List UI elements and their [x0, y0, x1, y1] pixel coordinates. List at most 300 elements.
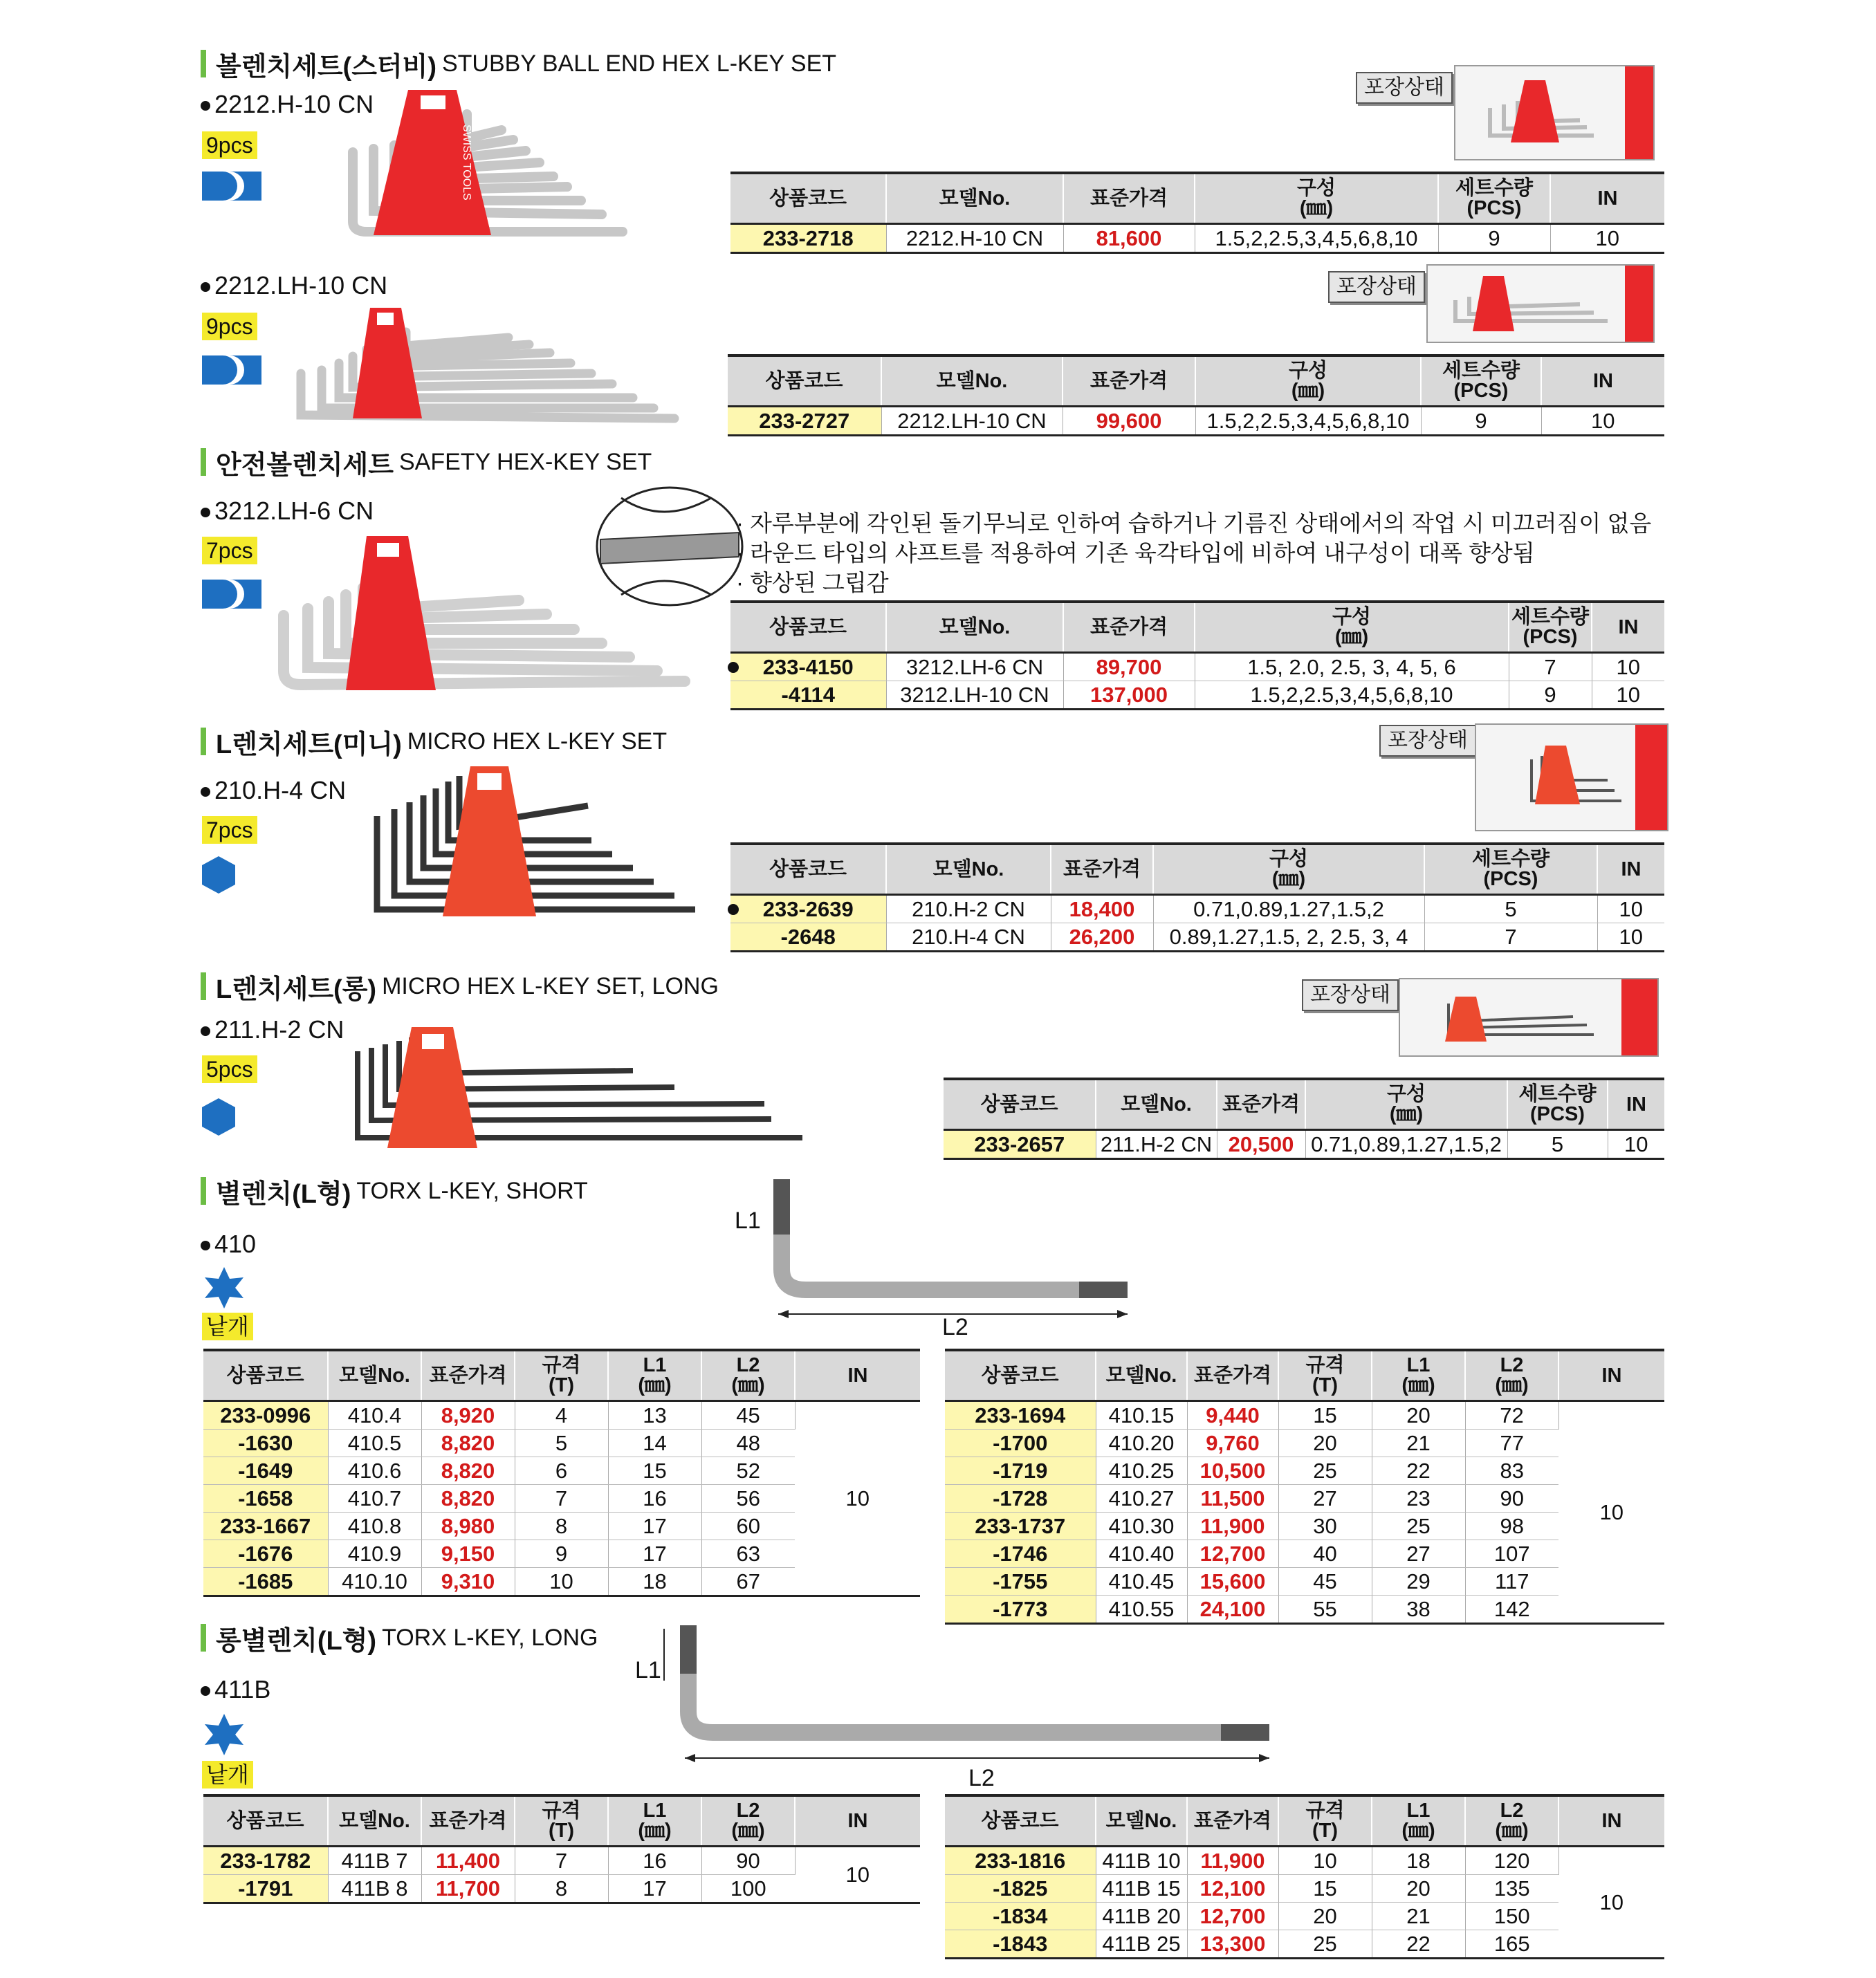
cell-code: 233-2727 [728, 407, 881, 436]
pcs-badge: 낱개 [202, 1313, 253, 1340]
cell-spec: 10 [515, 1568, 608, 1596]
header-code: 상품코드 [203, 1795, 328, 1847]
package-image [1399, 978, 1659, 1057]
ball-hex-icon [202, 172, 261, 201]
cell-price: 13,300 [1187, 1930, 1278, 1959]
cell-l2: 107 [1465, 1540, 1558, 1568]
section-title-torx-short [201, 1174, 588, 1208]
model-label: 2212.LH-10 CN [214, 271, 388, 299]
cell-l2: 45 [701, 1401, 795, 1430]
header-in: IN [1608, 1079, 1664, 1130]
title-en: SAFETY HEX-KEY SET [398, 448, 652, 475]
model-label: 210.H-4 CN [214, 776, 347, 804]
cell-model: 410.20 [1096, 1430, 1187, 1457]
cell-l2: 165 [1465, 1930, 1558, 1959]
header-spec: 규격 (T) [1278, 1795, 1372, 1847]
header-in: IN [1541, 355, 1664, 407]
cell-spec: 27 [1278, 1485, 1372, 1513]
torx-star-icon [202, 1714, 246, 1755]
cell-l2: 98 [1465, 1513, 1558, 1540]
cell-model: 410.8 [328, 1513, 421, 1540]
model-211h [201, 1015, 344, 1044]
model-410 [201, 1230, 256, 1259]
model-210h [201, 776, 346, 805]
cell-l2: 120 [1465, 1847, 1558, 1875]
cell-code: 233-1782 [203, 1847, 328, 1875]
section-bar [201, 50, 206, 77]
cell-model: 2212.LH-10 CN [881, 407, 1063, 436]
table-row [945, 1540, 1664, 1568]
cell-code: -1685 [203, 1568, 328, 1596]
header-model: 모델No. [886, 602, 1063, 653]
table-210h [730, 842, 1664, 952]
cell-spec: 9 [515, 1540, 608, 1568]
header-comp: 구성 (㎜) [1153, 844, 1424, 895]
table-row [945, 1596, 1664, 1624]
header-in: IN [1550, 173, 1664, 224]
cell-l2: 150 [1465, 1903, 1558, 1930]
cell-model: 410.27 [1096, 1485, 1187, 1513]
model-label: 2212.H-10 CN [214, 90, 374, 118]
cell-in: 10 [1592, 681, 1664, 710]
cell-l2: 77 [1465, 1430, 1558, 1457]
cell-in: 10 [795, 1847, 920, 1903]
cell-spec: 20 [1278, 1903, 1372, 1930]
table-row [945, 1513, 1664, 1540]
header-code: 상품코드 [945, 1795, 1096, 1847]
header-model: 모델No. [881, 355, 1063, 407]
cell-price: 137,000 [1063, 681, 1195, 710]
torx-long-diagram [661, 1625, 1283, 1784]
header-l1: L1 (㎜) [608, 1350, 701, 1401]
cell-code: -1834 [945, 1903, 1096, 1930]
header-l2: L2 (㎜) [701, 1350, 795, 1401]
cell-qty: 5 [1507, 1130, 1608, 1159]
cell-price: 11,400 [421, 1847, 515, 1875]
header-model: 모델No. [1096, 1795, 1187, 1847]
header-code: 상품코드 [945, 1350, 1096, 1401]
header-model: 모델No. [328, 1350, 421, 1401]
cell-price: 10,500 [1187, 1457, 1278, 1485]
table-411b-left [203, 1794, 920, 1904]
table-row [945, 1903, 1664, 1930]
header-comp: 구성 (㎜) [1195, 355, 1421, 407]
cell-code: -1700 [945, 1430, 1096, 1457]
cell-code: 233-1816 [945, 1847, 1096, 1875]
cell-model: 411B 8 [328, 1875, 421, 1903]
ball-hex-icon [202, 355, 261, 385]
table-row [730, 923, 1664, 952]
header-l2: L2 (㎜) [1465, 1795, 1558, 1847]
model-label: 211.H-2 CN [214, 1015, 344, 1044]
cell-spec: 5 [515, 1430, 608, 1457]
header-model: 모델No. [328, 1795, 421, 1847]
cell-code: -1791 [203, 1875, 328, 1903]
table-row [730, 681, 1664, 710]
cell-model: 410.15 [1096, 1401, 1187, 1430]
cell-comp: 0.71,0.89,1.27,1.5,2 [1305, 1130, 1507, 1159]
cell-spec: 20 [1278, 1430, 1372, 1457]
header-price: 표준가격 [1051, 844, 1153, 895]
header-spec: 규격 (T) [515, 1795, 608, 1847]
cell-spec: 4 [515, 1401, 608, 1430]
cell-model: 411B 20 [1096, 1903, 1187, 1930]
header-l1: L1 (㎜) [1372, 1795, 1465, 1847]
cell-price: 9,310 [421, 1568, 515, 1596]
cell-l2: 56 [701, 1485, 795, 1513]
table-411b-right [945, 1794, 1664, 1959]
cell-code: -1719 [945, 1457, 1096, 1485]
cell-model: 410.55 [1096, 1596, 1187, 1624]
header-price: 표준가격 [1063, 355, 1195, 407]
cell-model: 211.H-2 CN [1096, 1130, 1217, 1159]
cell-spec: 8 [515, 1875, 608, 1903]
title-en: TORX L-KEY, LONG [382, 1624, 598, 1651]
cell-price: 81,600 [1063, 224, 1195, 253]
stock-dot [728, 662, 739, 673]
header-in: IN [795, 1350, 920, 1401]
header-model: 모델No. [1096, 1350, 1187, 1401]
feature-list [736, 508, 1651, 598]
model-label: 411B [214, 1675, 271, 1703]
cell-l1: 16 [608, 1485, 701, 1513]
title-ko: 안전볼렌치세트 [216, 450, 394, 480]
ball-hex-icon [202, 580, 261, 609]
table-row [945, 1485, 1664, 1513]
header-qty: 세트수량 (PCS) [1424, 844, 1597, 895]
cell-price: 12,100 [1187, 1875, 1278, 1903]
dim-l1: L1 [635, 1657, 661, 1683]
cell-code: -1728 [945, 1485, 1096, 1513]
product-photo-micro [367, 761, 699, 927]
cell-l1: 29 [1372, 1568, 1465, 1596]
feature-item: · 향상된 그립감 [736, 570, 889, 595]
hex-icon [202, 1098, 235, 1136]
header-l1: L1 (㎜) [608, 1795, 701, 1847]
cell-spec: 7 [515, 1847, 608, 1875]
cell-code: 233-1737 [945, 1513, 1096, 1540]
brand-text: SWISS TOOLS [461, 124, 472, 201]
header-l2: L2 (㎜) [1465, 1350, 1558, 1401]
cell-spec: 8 [515, 1513, 608, 1540]
cell-model: 411B 7 [328, 1847, 421, 1875]
cell-qty: 9 [1509, 681, 1592, 710]
header-model: 모델No. [886, 173, 1063, 224]
cell-in: 10 [1550, 224, 1664, 253]
cell-spec: 10 [1278, 1847, 1372, 1875]
table-row [945, 1401, 1664, 1430]
package-label: 포장상태 [1302, 979, 1399, 1011]
cell-code: -1658 [203, 1485, 328, 1513]
cell-model: 410.45 [1096, 1568, 1187, 1596]
grip-detail-image [594, 484, 746, 609]
cell-l1: 22 [1372, 1457, 1465, 1485]
cell-l2: 63 [701, 1540, 795, 1568]
package-label: 포장상태 [1379, 725, 1476, 757]
cell-code: -1676 [203, 1540, 328, 1568]
cell-code: -1649 [203, 1457, 328, 1485]
header-code: 상품코드 [730, 602, 886, 653]
model-3212lh [201, 497, 374, 526]
cell-price: 20,500 [1217, 1130, 1305, 1159]
cell-model: 410.7 [328, 1485, 421, 1513]
cell-code: -1746 [945, 1540, 1096, 1568]
cell-l1: 38 [1372, 1596, 1465, 1624]
title-en: STUBBY BALL END HEX L-KEY SET [441, 50, 837, 77]
pcs-badge: 낱개 [202, 1761, 253, 1788]
cell-model: 410.5 [328, 1430, 421, 1457]
header-comp: 구성 (㎜) [1195, 602, 1509, 653]
table-row [203, 1847, 920, 1875]
cell-comp: 1.5,2,2.5,3,4,5,6,8,10 [1195, 681, 1509, 710]
title-en: MICRO HEX L-KEY SET, LONG [382, 972, 719, 999]
torx-star-icon [202, 1267, 246, 1309]
cell-l2: 83 [1465, 1457, 1558, 1485]
cell-l1: 18 [1372, 1847, 1465, 1875]
cell-code: 233-0996 [203, 1401, 328, 1430]
cell-l2: 72 [1465, 1401, 1558, 1430]
model-label: 3212.LH-6 CN [214, 497, 374, 525]
table-2212lh [728, 354, 1664, 436]
cell-spec: 40 [1278, 1540, 1372, 1568]
cell-model: 3212.LH-10 CN [886, 681, 1063, 710]
cell-price: 15,600 [1187, 1568, 1278, 1596]
cell-l1: 18 [608, 1568, 701, 1596]
cell-qty: 9 [1421, 407, 1541, 436]
cell-comp: 0.71,0.89,1.27,1.5,2 [1153, 895, 1424, 923]
cell-l1: 23 [1372, 1485, 1465, 1513]
table-211h [944, 1078, 1664, 1160]
cell-l2: 67 [701, 1568, 795, 1596]
cell-price: 11,900 [1187, 1513, 1278, 1540]
cell-l2: 135 [1465, 1875, 1558, 1903]
cell-qty: 7 [1509, 653, 1592, 681]
cell-price: 8,820 [421, 1457, 515, 1485]
cell-code: -1773 [945, 1596, 1096, 1624]
cell-model: 411B 25 [1096, 1930, 1187, 1959]
cell-l2: 100 [701, 1875, 795, 1903]
cell-in: 10 [795, 1401, 920, 1596]
cell-l1: 25 [1372, 1513, 1465, 1540]
cell-model: 411B 10 [1096, 1847, 1187, 1875]
cell-l2: 142 [1465, 1596, 1558, 1624]
package-image [1426, 264, 1655, 343]
cell-l2: 48 [701, 1430, 795, 1457]
cell-price: 18,400 [1051, 895, 1153, 923]
cell-qty: 7 [1424, 923, 1597, 952]
cell-model: 3212.LH-6 CN [886, 653, 1063, 681]
cell-code: 233-1694 [945, 1401, 1096, 1430]
cell-code: 233-1667 [203, 1513, 328, 1540]
header-in: IN [1558, 1795, 1664, 1847]
section-title-stubby [201, 47, 836, 80]
cell-l1: 16 [608, 1847, 701, 1875]
model-label: 410 [214, 1230, 257, 1258]
title-ko: 별렌치(L형) [216, 1179, 351, 1209]
cell-qty: 9 [1438, 224, 1550, 253]
cell-l2: 90 [1465, 1485, 1558, 1513]
pcs-badge: 7pcs [202, 816, 257, 844]
table-row [945, 1875, 1664, 1903]
cell-price: 9,760 [1187, 1430, 1278, 1457]
section-title-safety [201, 445, 652, 479]
cell-spec: 15 [1278, 1875, 1372, 1903]
model-2212lh [201, 271, 387, 300]
header-comp: 구성 (㎜) [1305, 1079, 1507, 1130]
title-ko: 볼렌치세트(스터비) [216, 52, 436, 82]
header-price: 표준가격 [1187, 1350, 1278, 1401]
product-photo-stubby [332, 83, 650, 242]
product-photo-micro-long [349, 1024, 806, 1155]
cell-price: 89,700 [1063, 653, 1195, 681]
cell-model: 410.4 [328, 1401, 421, 1430]
cell-in: 10 [1597, 923, 1664, 952]
stock-dot [728, 904, 739, 915]
header-in: IN [1558, 1350, 1664, 1401]
cell-in: 10 [1597, 895, 1664, 923]
cell-comp: 1.5,2,2.5,3,4,5,6,8,10 [1195, 224, 1438, 253]
feature-item: · 라운드 타입의 샤프트를 적용하여 기존 육각타입에 비하여 내구성이 대폭 향상됨 [736, 540, 1535, 566]
cell-spec: 15 [1278, 1401, 1372, 1430]
cell-spec: 6 [515, 1457, 608, 1485]
cell-code: -4114 [730, 681, 886, 710]
cell-in: 10 [1558, 1401, 1664, 1624]
cell-spec: 7 [515, 1485, 608, 1513]
title-ko: 롱별렌치(L형) [216, 1626, 377, 1656]
table-3212lh [730, 600, 1664, 710]
header-qty: 세트수량 (PCS) [1507, 1079, 1608, 1130]
cell-l1: 27 [1372, 1540, 1465, 1568]
table-row [730, 653, 1664, 681]
cell-model: 210.H-2 CN [886, 895, 1051, 923]
cell-spec: 45 [1278, 1568, 1372, 1596]
model-411b [201, 1675, 270, 1704]
cell-l2: 117 [1465, 1568, 1558, 1596]
cell-price: 11,500 [1187, 1485, 1278, 1513]
cell-code: -1755 [945, 1568, 1096, 1596]
cell-price: 9,150 [421, 1540, 515, 1568]
package-label: 포장상태 [1356, 72, 1453, 104]
cell-code: 233-2718 [730, 224, 886, 253]
package-image [1475, 723, 1668, 831]
cell-price: 24,100 [1187, 1596, 1278, 1624]
table-row [730, 895, 1664, 923]
header-price: 표준가격 [1063, 173, 1195, 224]
cell-price: 12,700 [1187, 1903, 1278, 1930]
header-price: 표준가격 [1063, 602, 1195, 653]
cell-in: 10 [1541, 407, 1664, 436]
table-row [728, 407, 1664, 436]
cell-comp: 1.5, 2.0, 2.5, 3, 4, 5, 6 [1195, 653, 1509, 681]
header-code: 상품코드 [728, 355, 881, 407]
table-410-left [203, 1349, 920, 1597]
cell-price: 9,440 [1187, 1401, 1278, 1430]
table-row [730, 224, 1664, 253]
cell-code: -1630 [203, 1430, 328, 1457]
header-price: 표준가격 [1187, 1795, 1278, 1847]
title-ko: L렌치세트(롱) [216, 974, 377, 1004]
header-qty: 세트수량 (PCS) [1509, 602, 1592, 653]
cell-l2: 52 [701, 1457, 795, 1485]
cell-l1: 17 [608, 1540, 701, 1568]
dim-l1: L1 [735, 1208, 761, 1234]
header-in: IN [1592, 602, 1664, 653]
cell-qty: 5 [1424, 895, 1597, 923]
pcs-badge: 9pcs [202, 131, 257, 159]
cell-model: 410.40 [1096, 1540, 1187, 1568]
cell-l1: 20 [1372, 1875, 1465, 1903]
header-l2: L2 (㎜) [701, 1795, 795, 1847]
header-price: 표준가격 [421, 1795, 515, 1847]
cell-price: 26,200 [1051, 923, 1153, 952]
cell-model: 210.H-4 CN [886, 923, 1051, 952]
product-photo-longarm [287, 304, 685, 429]
table-row [945, 1457, 1664, 1485]
cell-spec: 30 [1278, 1513, 1372, 1540]
cell-spec: 25 [1278, 1457, 1372, 1485]
header-in: IN [795, 1795, 920, 1847]
cell-in: 10 [1592, 653, 1664, 681]
header-price: 표준가격 [1217, 1079, 1305, 1130]
header-qty: 세트수량 (PCS) [1438, 173, 1550, 224]
title-en: MICRO HEX L-KEY SET [407, 728, 668, 755]
cell-comp: 0.89,1.27,1.5, 2, 2.5, 3, 4 [1153, 923, 1424, 952]
header-spec: 규격 (T) [515, 1350, 608, 1401]
cell-in: 10 [1558, 1847, 1664, 1959]
cell-code: 233-2657 [944, 1130, 1096, 1159]
header-code: 상품코드 [203, 1350, 328, 1401]
cell-l1: 17 [608, 1513, 701, 1540]
cell-l1: 21 [1372, 1903, 1465, 1930]
cell-code: -2648 [730, 923, 886, 952]
title-ko: L렌치세트(미니) [216, 730, 402, 759]
table-row [944, 1130, 1664, 1159]
header-spec: 규격 (T) [1278, 1350, 1372, 1401]
hex-icon [202, 856, 235, 894]
package-label: 포장상태 [1328, 271, 1425, 303]
dim-l2: L2 [968, 1765, 995, 1791]
table-row [203, 1401, 920, 1430]
cell-price: 8,980 [421, 1513, 515, 1540]
cell-price: 11,900 [1187, 1847, 1278, 1875]
cell-in: 10 [1608, 1130, 1664, 1159]
header-code: 상품코드 [730, 173, 886, 224]
cell-l2: 90 [701, 1847, 795, 1875]
package-image [1454, 65, 1655, 160]
cell-code: -1843 [945, 1930, 1096, 1959]
cell-code: -1825 [945, 1875, 1096, 1903]
cell-code: 233-4150 [730, 653, 886, 681]
cell-model: 410.9 [328, 1540, 421, 1568]
cell-l2: 60 [701, 1513, 795, 1540]
section-title-micro [201, 725, 667, 758]
header-qty: 세트수량 (PCS) [1421, 355, 1541, 407]
section-title-micro-long [201, 970, 719, 1003]
cell-l1: 14 [608, 1430, 701, 1457]
torx-short-diagram [768, 1179, 1141, 1328]
section-title-torx-long [201, 1621, 598, 1654]
header-comp: 구성 (㎜) [1195, 173, 1438, 224]
header-in: IN [1597, 844, 1664, 895]
table-row [945, 1430, 1664, 1457]
table-2212h [730, 172, 1664, 254]
cell-l1: 22 [1372, 1930, 1465, 1959]
cell-comp: 1.5,2,2.5,3,4,5,6,8,10 [1195, 407, 1421, 436]
cell-price: 8,820 [421, 1430, 515, 1457]
cell-model: 410.30 [1096, 1513, 1187, 1540]
cell-model: 410.10 [328, 1568, 421, 1596]
title-en: TORX L-KEY, SHORT [356, 1177, 588, 1204]
